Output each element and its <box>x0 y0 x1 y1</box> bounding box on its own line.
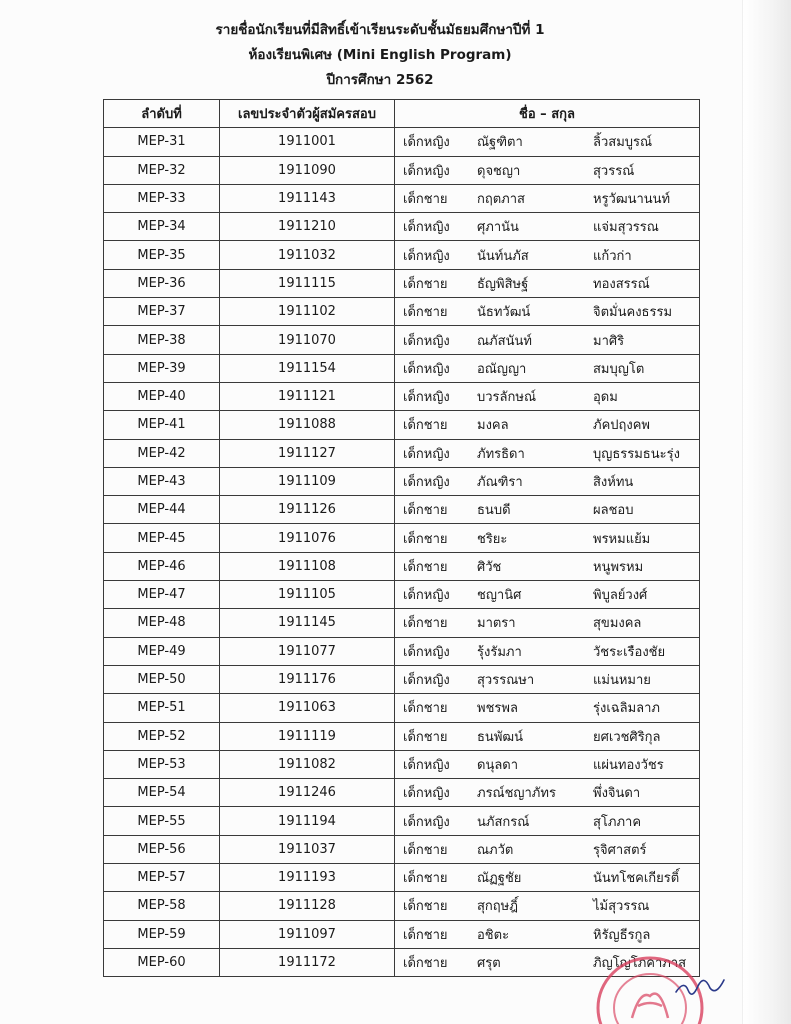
name-cell <box>395 467 700 495</box>
applicant-id-cell: 1911063 <box>220 694 395 722</box>
name-cell <box>395 411 700 439</box>
column-header-applicant-id: เลขประจำตัวผู้สมัครสอบ <box>220 100 395 128</box>
name-cell <box>395 779 700 807</box>
order-cell: MEP-45 <box>104 524 220 552</box>
applicant-id-cell: 1911128 <box>220 892 395 920</box>
first-name: มาตรา <box>477 616 516 632</box>
order-cell: MEP-31 <box>104 128 220 156</box>
table-body <box>104 128 700 977</box>
first-name: อชิตะ <box>477 927 510 943</box>
last-name: รุ่งเฉลิมลาภ <box>593 701 660 717</box>
name-cell <box>395 496 700 524</box>
table-row <box>104 835 700 863</box>
order-cell: MEP-51 <box>104 694 220 722</box>
applicant-id-cell: 1911037 <box>220 835 395 863</box>
last-name: มาศิริ <box>593 333 625 349</box>
first-name: ชญานิศ <box>477 588 522 604</box>
first-name: รุ้งรัมภา <box>477 644 522 660</box>
table-row <box>104 213 700 241</box>
last-name: อุดม <box>593 390 618 406</box>
order-cell: MEP-60 <box>104 948 220 976</box>
name-prefix: เด็กชาย <box>403 531 448 547</box>
table-row <box>104 269 700 297</box>
applicant-id-cell: 1911210 <box>220 213 395 241</box>
column-header-name: ชื่อ – สกุล <box>395 100 700 128</box>
applicant-id-cell: 1911108 <box>220 552 395 580</box>
table-row <box>104 439 700 467</box>
order-cell: MEP-49 <box>104 637 220 665</box>
name-cell <box>395 241 700 269</box>
order-cell: MEP-32 <box>104 156 220 184</box>
order-cell: MEP-50 <box>104 665 220 693</box>
order-cell: MEP-35 <box>104 241 220 269</box>
last-name: แม่นหมาย <box>593 673 651 689</box>
order-cell: MEP-42 <box>104 439 220 467</box>
name-prefix: เด็กหญิง <box>403 644 450 660</box>
table-row <box>104 665 700 693</box>
name-prefix: เด็กชาย <box>403 276 448 292</box>
name-cell <box>395 637 700 665</box>
first-name: ณภวัต <box>477 842 514 858</box>
order-cell: MEP-40 <box>104 382 220 410</box>
first-name: ดนุลดา <box>477 757 519 773</box>
first-name: ภัณฑิรา <box>477 475 523 490</box>
name-prefix: เด็กชาย <box>403 616 448 632</box>
order-cell: MEP-53 <box>104 750 220 778</box>
program-name: ห้องเรียนพิเศษ (Mini English Program) <box>248 47 512 63</box>
order-cell: MEP-39 <box>104 354 220 382</box>
name-prefix: เด็กชาย <box>403 559 448 575</box>
first-name: พชรพล <box>477 701 518 717</box>
first-name: มงคล <box>477 418 509 434</box>
applicant-id-cell: 1911154 <box>220 354 395 382</box>
name-cell <box>395 920 700 948</box>
order-cell: MEP-33 <box>104 184 220 212</box>
last-name: สุวรรณ์ <box>593 163 635 179</box>
table-row <box>104 552 700 580</box>
document-title: รายชื่อนักเรียนที่มีสิทธิ์เข้าเรียนระดับชั้นมัธยมศึกษาปีที่ 1 <box>215 22 545 38</box>
page-edge-shadow <box>742 0 791 1024</box>
first-name: ธัญพิสิษฐ์ <box>477 276 529 292</box>
signature-icon <box>676 980 724 994</box>
table-row <box>104 496 700 524</box>
table-row <box>104 807 700 835</box>
name-cell <box>395 156 700 184</box>
last-name: รุจิศาสตร์ <box>593 842 647 858</box>
table-header-row <box>104 100 700 128</box>
name-cell <box>395 326 700 354</box>
first-name: นันท์นภัส <box>477 248 529 264</box>
name-prefix: เด็กชาย <box>403 418 448 434</box>
order-cell: MEP-38 <box>104 326 220 354</box>
name-cell <box>395 835 700 863</box>
column-header-order: ลำดับที่ <box>104 100 220 128</box>
first-name: บวรลักษณ์ <box>477 390 537 406</box>
name-prefix: เด็กชาย <box>403 927 448 943</box>
order-cell: MEP-58 <box>104 892 220 920</box>
name-prefix: เด็กหญิง <box>403 163 450 179</box>
name-prefix: เด็กชาย <box>403 729 448 745</box>
first-name: สุกฤษฎิ์ <box>477 899 518 915</box>
applicant-id-cell: 1911127 <box>220 439 395 467</box>
first-name: ศุภานัน <box>477 220 519 236</box>
order-cell: MEP-41 <box>104 411 220 439</box>
document-header <box>100 18 660 93</box>
name-prefix: เด็กหญิง <box>403 814 450 830</box>
name-cell <box>395 807 700 835</box>
last-name: ลิ้วสมบูรณ์ <box>593 135 653 151</box>
last-name: แจ่มสุวรรณ <box>593 220 659 236</box>
first-name: ศิวัช <box>477 559 502 575</box>
applicant-id-cell: 1911193 <box>220 864 395 892</box>
applicant-id-cell: 1911121 <box>220 382 395 410</box>
name-cell <box>395 269 700 297</box>
applicant-id-cell: 1911102 <box>220 298 395 326</box>
table-row <box>104 581 700 609</box>
name-prefix: เด็กชาย <box>403 842 448 858</box>
order-cell: MEP-46 <box>104 552 220 580</box>
name-cell <box>395 722 700 750</box>
last-name: หรูวัฒนานนท์ <box>593 192 671 208</box>
name-prefix: เด็กชาย <box>403 192 448 208</box>
applicant-id-cell: 1911090 <box>220 156 395 184</box>
first-name: ศรุต <box>477 956 501 972</box>
applicant-id-cell: 1911088 <box>220 411 395 439</box>
name-prefix: เด็กชาย <box>403 701 448 717</box>
name-cell <box>395 184 700 212</box>
applicant-id-cell: 1911176 <box>220 665 395 693</box>
order-cell: MEP-44 <box>104 496 220 524</box>
table-row <box>104 948 700 976</box>
last-name: ภัคปฤงคพ <box>593 418 651 434</box>
applicant-id-cell: 1911194 <box>220 807 395 835</box>
table-row <box>104 779 700 807</box>
last-name: นันทโชคเกียรติ์ <box>593 871 680 887</box>
first-name: ธนบดี <box>477 503 511 519</box>
table-row <box>104 609 700 637</box>
name-cell <box>395 213 700 241</box>
name-cell <box>395 439 700 467</box>
name-cell <box>395 665 700 693</box>
last-name: ภิญโญโภคาภาส <box>593 956 687 972</box>
table-row <box>104 354 700 382</box>
applicant-id-cell: 1911172 <box>220 948 395 976</box>
name-cell <box>395 382 700 410</box>
first-name: สุวรรณษา <box>477 673 535 689</box>
first-name: ณภัสนันท์ <box>477 333 532 349</box>
first-name: อณัญญา <box>477 361 527 377</box>
order-cell: MEP-59 <box>104 920 220 948</box>
first-name: ณัฏฐชัย <box>477 871 522 887</box>
applicant-id-cell: 1911001 <box>220 128 395 156</box>
last-name: พิบูลย์วงศ์ <box>593 588 648 604</box>
table-row <box>104 241 700 269</box>
name-prefix: เด็กหญิง <box>403 135 450 151</box>
table-row <box>104 156 700 184</box>
name-prefix: เด็กชาย <box>403 503 448 519</box>
name-prefix: เด็กชาย <box>403 871 448 887</box>
name-prefix: เด็กชาย <box>403 305 448 321</box>
table-row <box>104 637 700 665</box>
last-name: พรหมแย้ม <box>593 531 651 547</box>
name-prefix: เด็กหญิง <box>403 446 450 462</box>
last-name: วัชระเรืองชัย <box>593 644 666 660</box>
applicant-id-cell: 1911246 <box>220 779 395 807</box>
name-cell <box>395 354 700 382</box>
name-cell <box>395 524 700 552</box>
table-row <box>104 524 700 552</box>
first-name: ธนพัฒน์ <box>477 729 524 745</box>
name-prefix: เด็กหญิง <box>403 475 450 490</box>
name-prefix: เด็กหญิง <box>403 588 450 604</box>
applicant-id-cell: 1911032 <box>220 241 395 269</box>
table-row <box>104 128 700 156</box>
last-name: แผ่นทองวัชร <box>593 757 664 773</box>
last-name: ทองสรรณ์ <box>593 276 650 292</box>
order-cell: MEP-34 <box>104 213 220 241</box>
first-name: นัธทวัฒน์ <box>477 305 531 321</box>
name-cell <box>395 581 700 609</box>
applicant-id-cell: 1911126 <box>220 496 395 524</box>
name-cell <box>395 128 700 156</box>
table-row <box>104 892 700 920</box>
name-prefix: เด็กชาย <box>403 899 448 915</box>
table-row <box>104 864 700 892</box>
order-cell: MEP-47 <box>104 581 220 609</box>
order-cell: MEP-55 <box>104 807 220 835</box>
order-cell: MEP-54 <box>104 779 220 807</box>
applicant-id-cell: 1911109 <box>220 467 395 495</box>
table-row <box>104 722 700 750</box>
table-row <box>104 326 700 354</box>
order-cell: MEP-43 <box>104 467 220 495</box>
name-prefix: เด็กหญิง <box>403 248 450 264</box>
name-cell <box>395 864 700 892</box>
last-name: ผลชอบ <box>593 503 634 519</box>
applicant-id-cell: 1911070 <box>220 326 395 354</box>
name-prefix: เด็กหญิง <box>403 333 450 349</box>
name-cell <box>395 298 700 326</box>
last-name: หิรัญธีรกูล <box>593 927 651 943</box>
order-cell: MEP-57 <box>104 864 220 892</box>
name-cell <box>395 552 700 580</box>
academic-year: ปีการศึกษา 2562 <box>326 72 434 88</box>
table-row <box>104 750 700 778</box>
name-cell <box>395 694 700 722</box>
name-cell <box>395 948 700 976</box>
name-cell <box>395 750 700 778</box>
order-cell: MEP-48 <box>104 609 220 637</box>
name-prefix: เด็กหญิง <box>403 220 450 236</box>
name-prefix: เด็กชาย <box>403 956 448 972</box>
table-row <box>104 382 700 410</box>
applicant-id-cell: 1911097 <box>220 920 395 948</box>
table-row <box>104 694 700 722</box>
first-name: ภัทรธิดา <box>477 446 525 462</box>
applicant-id-cell: 1911105 <box>220 581 395 609</box>
last-name: จิตมั่นคงธรรม <box>593 305 673 321</box>
last-name: สมบุญโต <box>593 361 645 377</box>
applicant-id-cell: 1911115 <box>220 269 395 297</box>
name-prefix: เด็กหญิง <box>403 673 450 689</box>
applicant-id-cell: 1911077 <box>220 637 395 665</box>
name-prefix: เด็กหญิง <box>403 390 450 406</box>
name-cell <box>395 892 700 920</box>
last-name: บุญธรรมธนะรุ่ง <box>593 446 680 462</box>
table-row <box>104 298 700 326</box>
applicant-id-cell: 1911076 <box>220 524 395 552</box>
applicant-id-cell: 1911143 <box>220 184 395 212</box>
table-row <box>104 411 700 439</box>
first-name: ภรณ์ชญาภัทร <box>477 786 556 802</box>
applicant-id-cell: 1911082 <box>220 750 395 778</box>
last-name: สิงห์ทน <box>593 475 634 490</box>
first-name: ณัฐฑิตา <box>477 135 523 151</box>
last-name: หนูพรหม <box>593 559 644 575</box>
table-row <box>104 920 700 948</box>
order-cell: MEP-36 <box>104 269 220 297</box>
applicant-id-cell: 1911145 <box>220 609 395 637</box>
first-name: ดุจชญา <box>477 163 521 179</box>
table-row <box>104 184 700 212</box>
last-name: สุโภภาค <box>593 814 642 830</box>
name-prefix: เด็กหญิง <box>403 757 450 773</box>
first-name: ชริยะ <box>477 531 508 547</box>
name-prefix: เด็กหญิง <box>403 361 450 377</box>
last-name: ยศเวชศิริกุล <box>593 729 661 745</box>
name-prefix: เด็กหญิง <box>403 786 450 802</box>
last-name: แก้วก่า <box>593 248 632 264</box>
last-name: พึ่งจินดา <box>593 786 641 802</box>
table-row <box>104 467 700 495</box>
student-table <box>103 99 700 977</box>
applicant-id-cell: 1911119 <box>220 722 395 750</box>
first-name: นภัสกรณ์ <box>477 814 530 830</box>
order-cell: MEP-52 <box>104 722 220 750</box>
last-name: ไม้สุวรรณ <box>593 899 650 915</box>
name-cell <box>395 609 700 637</box>
first-name: กฤตภาส <box>477 192 525 208</box>
order-cell: MEP-37 <box>104 298 220 326</box>
order-cell: MEP-56 <box>104 835 220 863</box>
last-name: สุขมงคล <box>593 616 642 632</box>
